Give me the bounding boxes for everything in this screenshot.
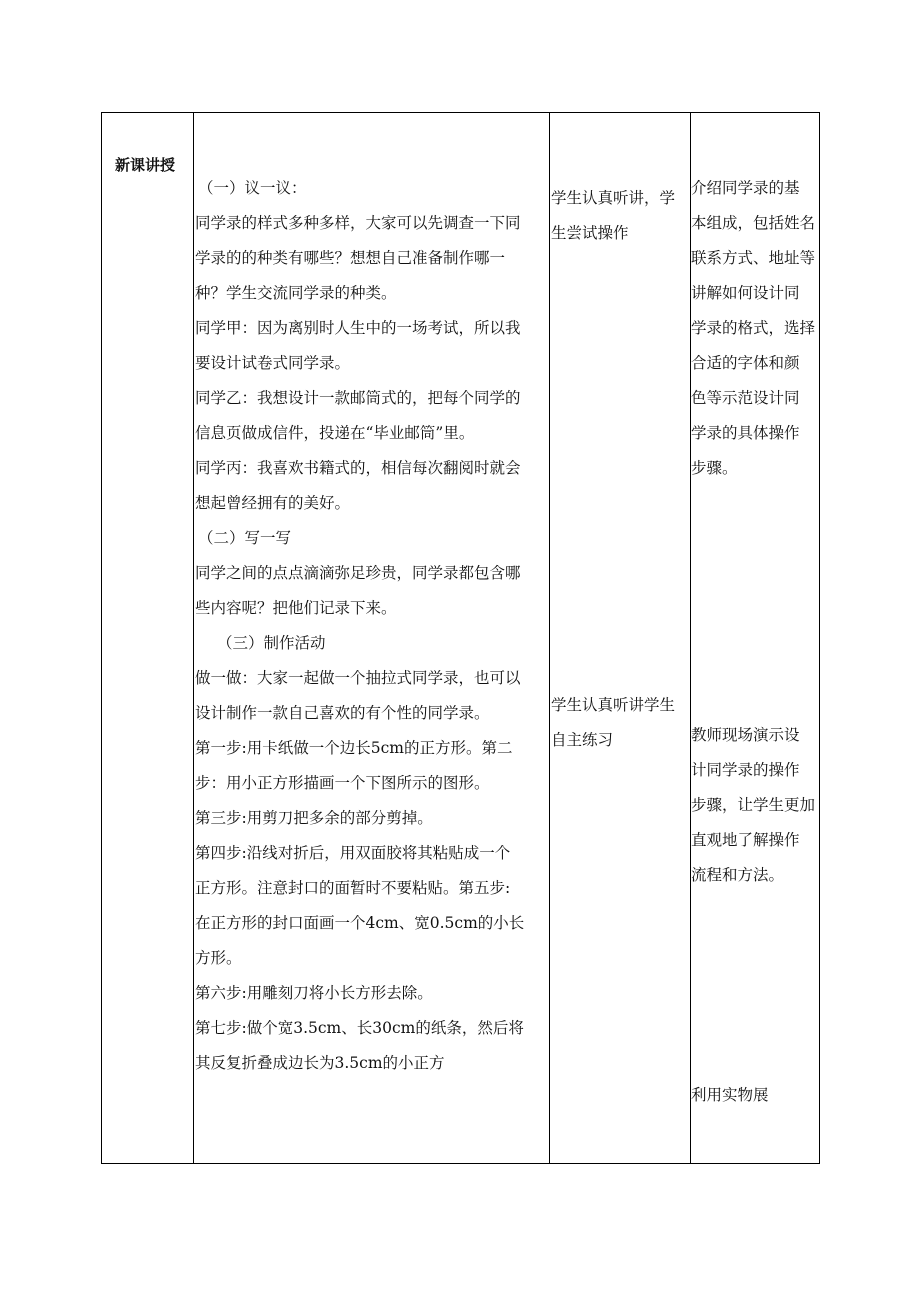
teacher-line: 步骤，让学生更加 xyxy=(691,796,816,814)
content-line: 要设计试卷式同学录。 xyxy=(195,354,351,372)
content-line: 正方形。注意封口的面暂时不要粘贴。第五步: xyxy=(195,879,511,897)
teacher-line: 本组成，包括姓名 xyxy=(691,214,816,232)
teacher-line: 色等示范设计同 xyxy=(691,389,800,407)
teacher-line: 流程和方法。 xyxy=(691,866,785,884)
student-line: 学生认真听讲学生 xyxy=(551,696,676,714)
teacher-activity-2 xyxy=(691,718,819,893)
teacher-line: 合适的字体和颜 xyxy=(691,354,800,372)
teacher-line: 计同学录的操作 xyxy=(691,761,800,779)
teacher-line: 直观地了解操作 xyxy=(691,831,800,849)
lesson-table xyxy=(101,112,820,1164)
teacher-activity-1 xyxy=(691,171,819,486)
student-line: 自主练习 xyxy=(551,731,614,749)
content-line: 设计制作一款自己喜欢的有个性的同学录。 xyxy=(195,704,490,722)
content-line: 其反复折叠成边长为3.5cm的小正方 xyxy=(195,1054,445,1072)
content-line: 想起曾经拥有的美好。 xyxy=(195,494,351,512)
section-label: 新课讲授 xyxy=(115,156,176,174)
teacher-line: 步骤。 xyxy=(691,459,738,477)
content-line: 信息页做成信件，投递在“毕业邮筒”里。 xyxy=(195,424,475,442)
content-line: 第四步:沿线对折后，用双面胶将其粘贴成一个 xyxy=(195,844,511,862)
subheading-write: （二）写一写 xyxy=(198,529,292,547)
main-content xyxy=(195,171,547,1081)
content-line: 第七步:做个宽3.5cm、长30cm的纸条，然后将 xyxy=(195,1019,524,1037)
content-line: 同学之间的点点滴滴弥足珍贵，同学录都包含哪 xyxy=(195,564,521,582)
teacher-line: 联系方式、地址等 xyxy=(691,249,816,267)
content-line: 第一步:用卡纸做一个边长5cm的正方形。第二 xyxy=(195,739,513,757)
teacher-activity-3 xyxy=(691,1078,819,1113)
content-line: 同学乙：我想设计一款邮筒式的，把每个同学的 xyxy=(195,389,521,407)
student-line: 学生认真听讲，学 xyxy=(551,189,676,207)
content-line: 同学甲：因为离别时人生中的一场考试，所以我 xyxy=(195,319,521,337)
content-line: 第三步:用剪刀把多余的部分剪掉。 xyxy=(195,809,433,827)
content-line: 步：用小正方形描画一个下图所示的图形。 xyxy=(195,774,490,792)
column-divider xyxy=(193,113,194,1163)
content-line: 些内容呢？把他们记录下来。 xyxy=(195,599,397,617)
teacher-line: 教师现场演示设 xyxy=(691,726,800,744)
teacher-line: 学录的具体操作 xyxy=(691,424,800,442)
student-activity-1 xyxy=(551,181,689,251)
content-line: 做一做：大家一起做一个抽拉式同学录，也可以 xyxy=(195,669,521,687)
column-divider xyxy=(549,113,550,1163)
teacher-line: 介绍同学录的基 xyxy=(691,179,800,197)
subheading-discuss: （一）议一议： xyxy=(198,179,307,197)
student-line: 生尝试操作 xyxy=(551,224,629,242)
teacher-line: 利用实物展 xyxy=(691,1086,769,1104)
subheading-make: （三）制作活动 xyxy=(217,634,326,652)
teacher-line: 讲解如何设计同 xyxy=(691,284,800,302)
content-line: 学录的的种类有哪些？想想自己准备制作哪一 xyxy=(195,249,506,267)
content-line: 方形。 xyxy=(195,949,242,967)
teacher-line: 学录的格式，选择 xyxy=(691,319,816,337)
content-line: 在正方形的封口面画一个4cm、宽0.5cm的小长 xyxy=(195,914,525,932)
content-line: 同学丙：我喜欢书籍式的，相信每次翻阅时就会 xyxy=(195,459,521,477)
content-line: 同学录的样式多种多样，大家可以先调查一下同 xyxy=(195,214,521,232)
content-line: 种？学生交流同学录的种类。 xyxy=(195,284,397,302)
student-activity-2 xyxy=(551,688,689,758)
content-line: 第六步:用雕刻刀将小长方形去除。 xyxy=(195,984,433,1002)
